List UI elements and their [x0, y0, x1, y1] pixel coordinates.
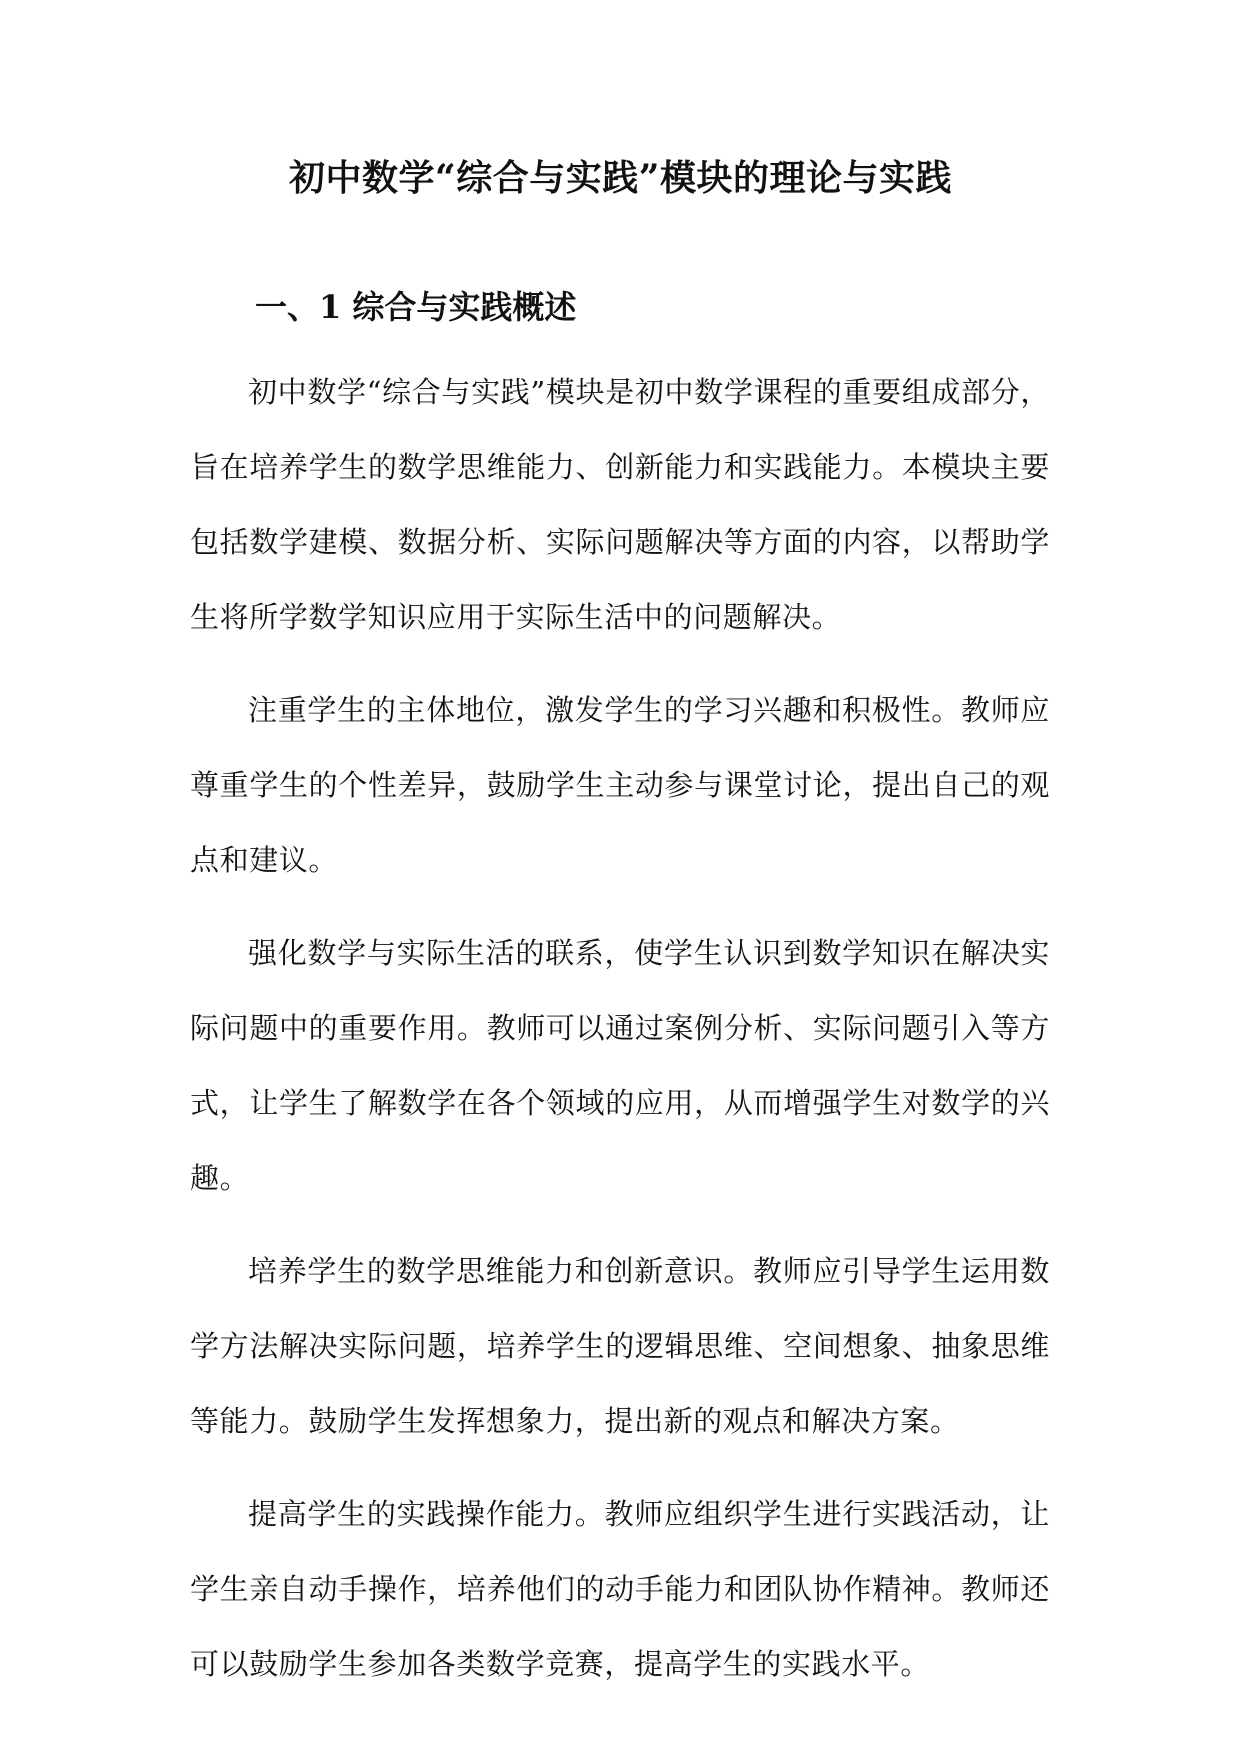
paragraph-real-life-connection: 强化数学与实际生活的联系，使学生认识到数学知识在解决实际问题中的重要作用。教师可以通过案例分析、实际问题引入等方式，让学生了解数学在各个领域的应用，从而增强学生对数学的兴趣。 [190, 936, 1050, 1195]
paragraph-overview: 初中数学“综合与实践”模块是初中数学课程的重要组成部分，旨在培养学生的数学思维能力、创新能力和实践能力。本模块主要包括数学建模、数据分析、实际问题解决等方面的内容，以帮助学生将所学数学知识应用于实际生活中的问题解决。 [190, 375, 1050, 634]
document-title: 初中数学“综合与实践”模块的理论与实践 [289, 157, 952, 199]
paragraph-practice-ability: 提高学生的实践操作能力。教师应组织学生进行实践活动，让学生亲自动手操作，培养他们的动手能力和团队协作精神。教师还可以鼓励学生参加各类数学竞赛，提高学生的实践水平。 [190, 1497, 1050, 1681]
paragraph-student-subject: 注重学生的主体地位，激发学生的学习兴趣和积极性。教师应尊重学生的个性差异，鼓励学生主动参与课堂讨论，提出自己的观点和建议。 [190, 693, 1050, 877]
section-heading: 一、1 综合与实践概述 [255, 288, 577, 326]
paragraph-thinking-innovation: 培养学生的数学思维能力和创新意识。教师应引导学生运用数学方法解决实际问题，培养学生的逻辑思维、空间想象、抽象思维等能力。鼓励学生发挥想象力，提出新的观点和解决方案。 [190, 1254, 1050, 1438]
document-body [190, 355, 1050, 1720]
